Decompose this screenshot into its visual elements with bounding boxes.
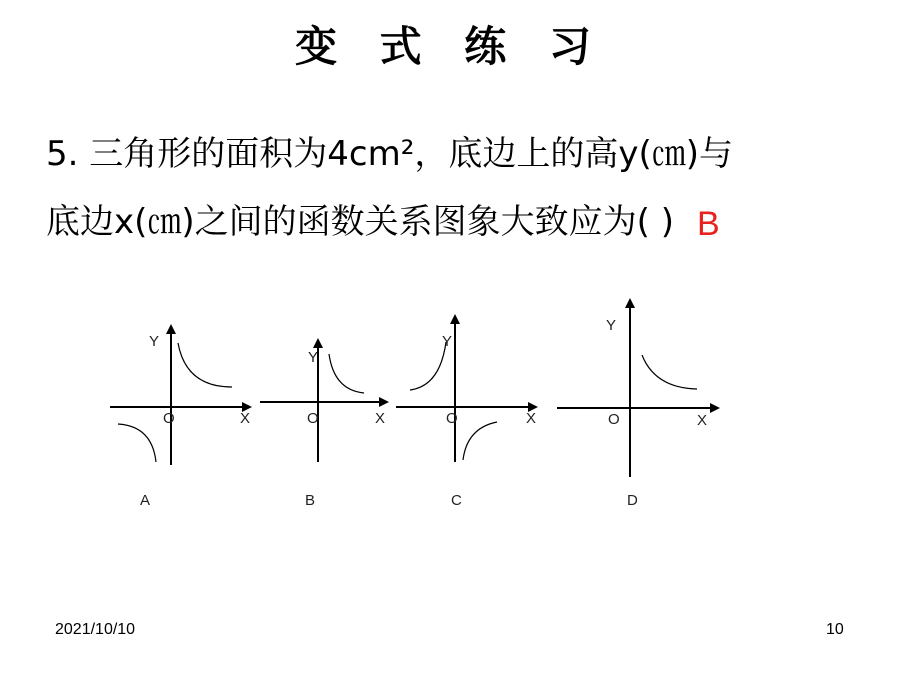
graph-c-curve-q4 bbox=[463, 422, 497, 460]
graph-d-option-label: D bbox=[627, 492, 638, 509]
graph-a-curve-q3 bbox=[118, 424, 156, 462]
graph-b bbox=[260, 340, 387, 509]
graph-b-y-label: Y bbox=[308, 349, 319, 366]
graph-c-x-label: X bbox=[526, 410, 537, 427]
slide-page-number: 10 bbox=[826, 621, 844, 638]
graph-a-option-label: A bbox=[140, 492, 151, 509]
graph-a-x-label: X bbox=[240, 410, 251, 427]
graph-b-x-label: X bbox=[375, 410, 386, 427]
question-line-1: 5. 三角形的面积为4cm²，底边上的高y(㎝)与 bbox=[46, 134, 733, 174]
graph-d bbox=[557, 300, 718, 509]
question-line-2: 底边x(㎝)之间的函数关系图象大致应为( ) bbox=[46, 202, 674, 242]
graph-b-option-label: B bbox=[305, 492, 316, 509]
graph-b-curve-q1 bbox=[329, 354, 364, 393]
graph-a-origin-label: O bbox=[163, 410, 175, 427]
graph-a bbox=[110, 326, 250, 509]
graph-c-option-label: C bbox=[451, 492, 462, 509]
graph-c-curve-q2 bbox=[410, 342, 446, 390]
graph-c-y-label: Y bbox=[442, 333, 453, 350]
graph-a-curve-q1 bbox=[178, 343, 232, 387]
slide-date: 2021/10/10 bbox=[55, 621, 136, 638]
graph-d-origin-label: O bbox=[608, 411, 620, 428]
graph-c-origin-label: O bbox=[446, 410, 458, 427]
graph-d-x-label: X bbox=[697, 412, 708, 429]
graph-d-y-label: Y bbox=[606, 317, 617, 334]
graph-a-y-label: Y bbox=[149, 333, 160, 350]
graph-d-curve-q1 bbox=[642, 355, 697, 389]
graph-c bbox=[396, 316, 536, 509]
graph-b-origin-label: O bbox=[307, 410, 319, 427]
slide-title: 变 式 练 习 bbox=[295, 22, 605, 71]
answer-mark: B bbox=[697, 205, 720, 243]
